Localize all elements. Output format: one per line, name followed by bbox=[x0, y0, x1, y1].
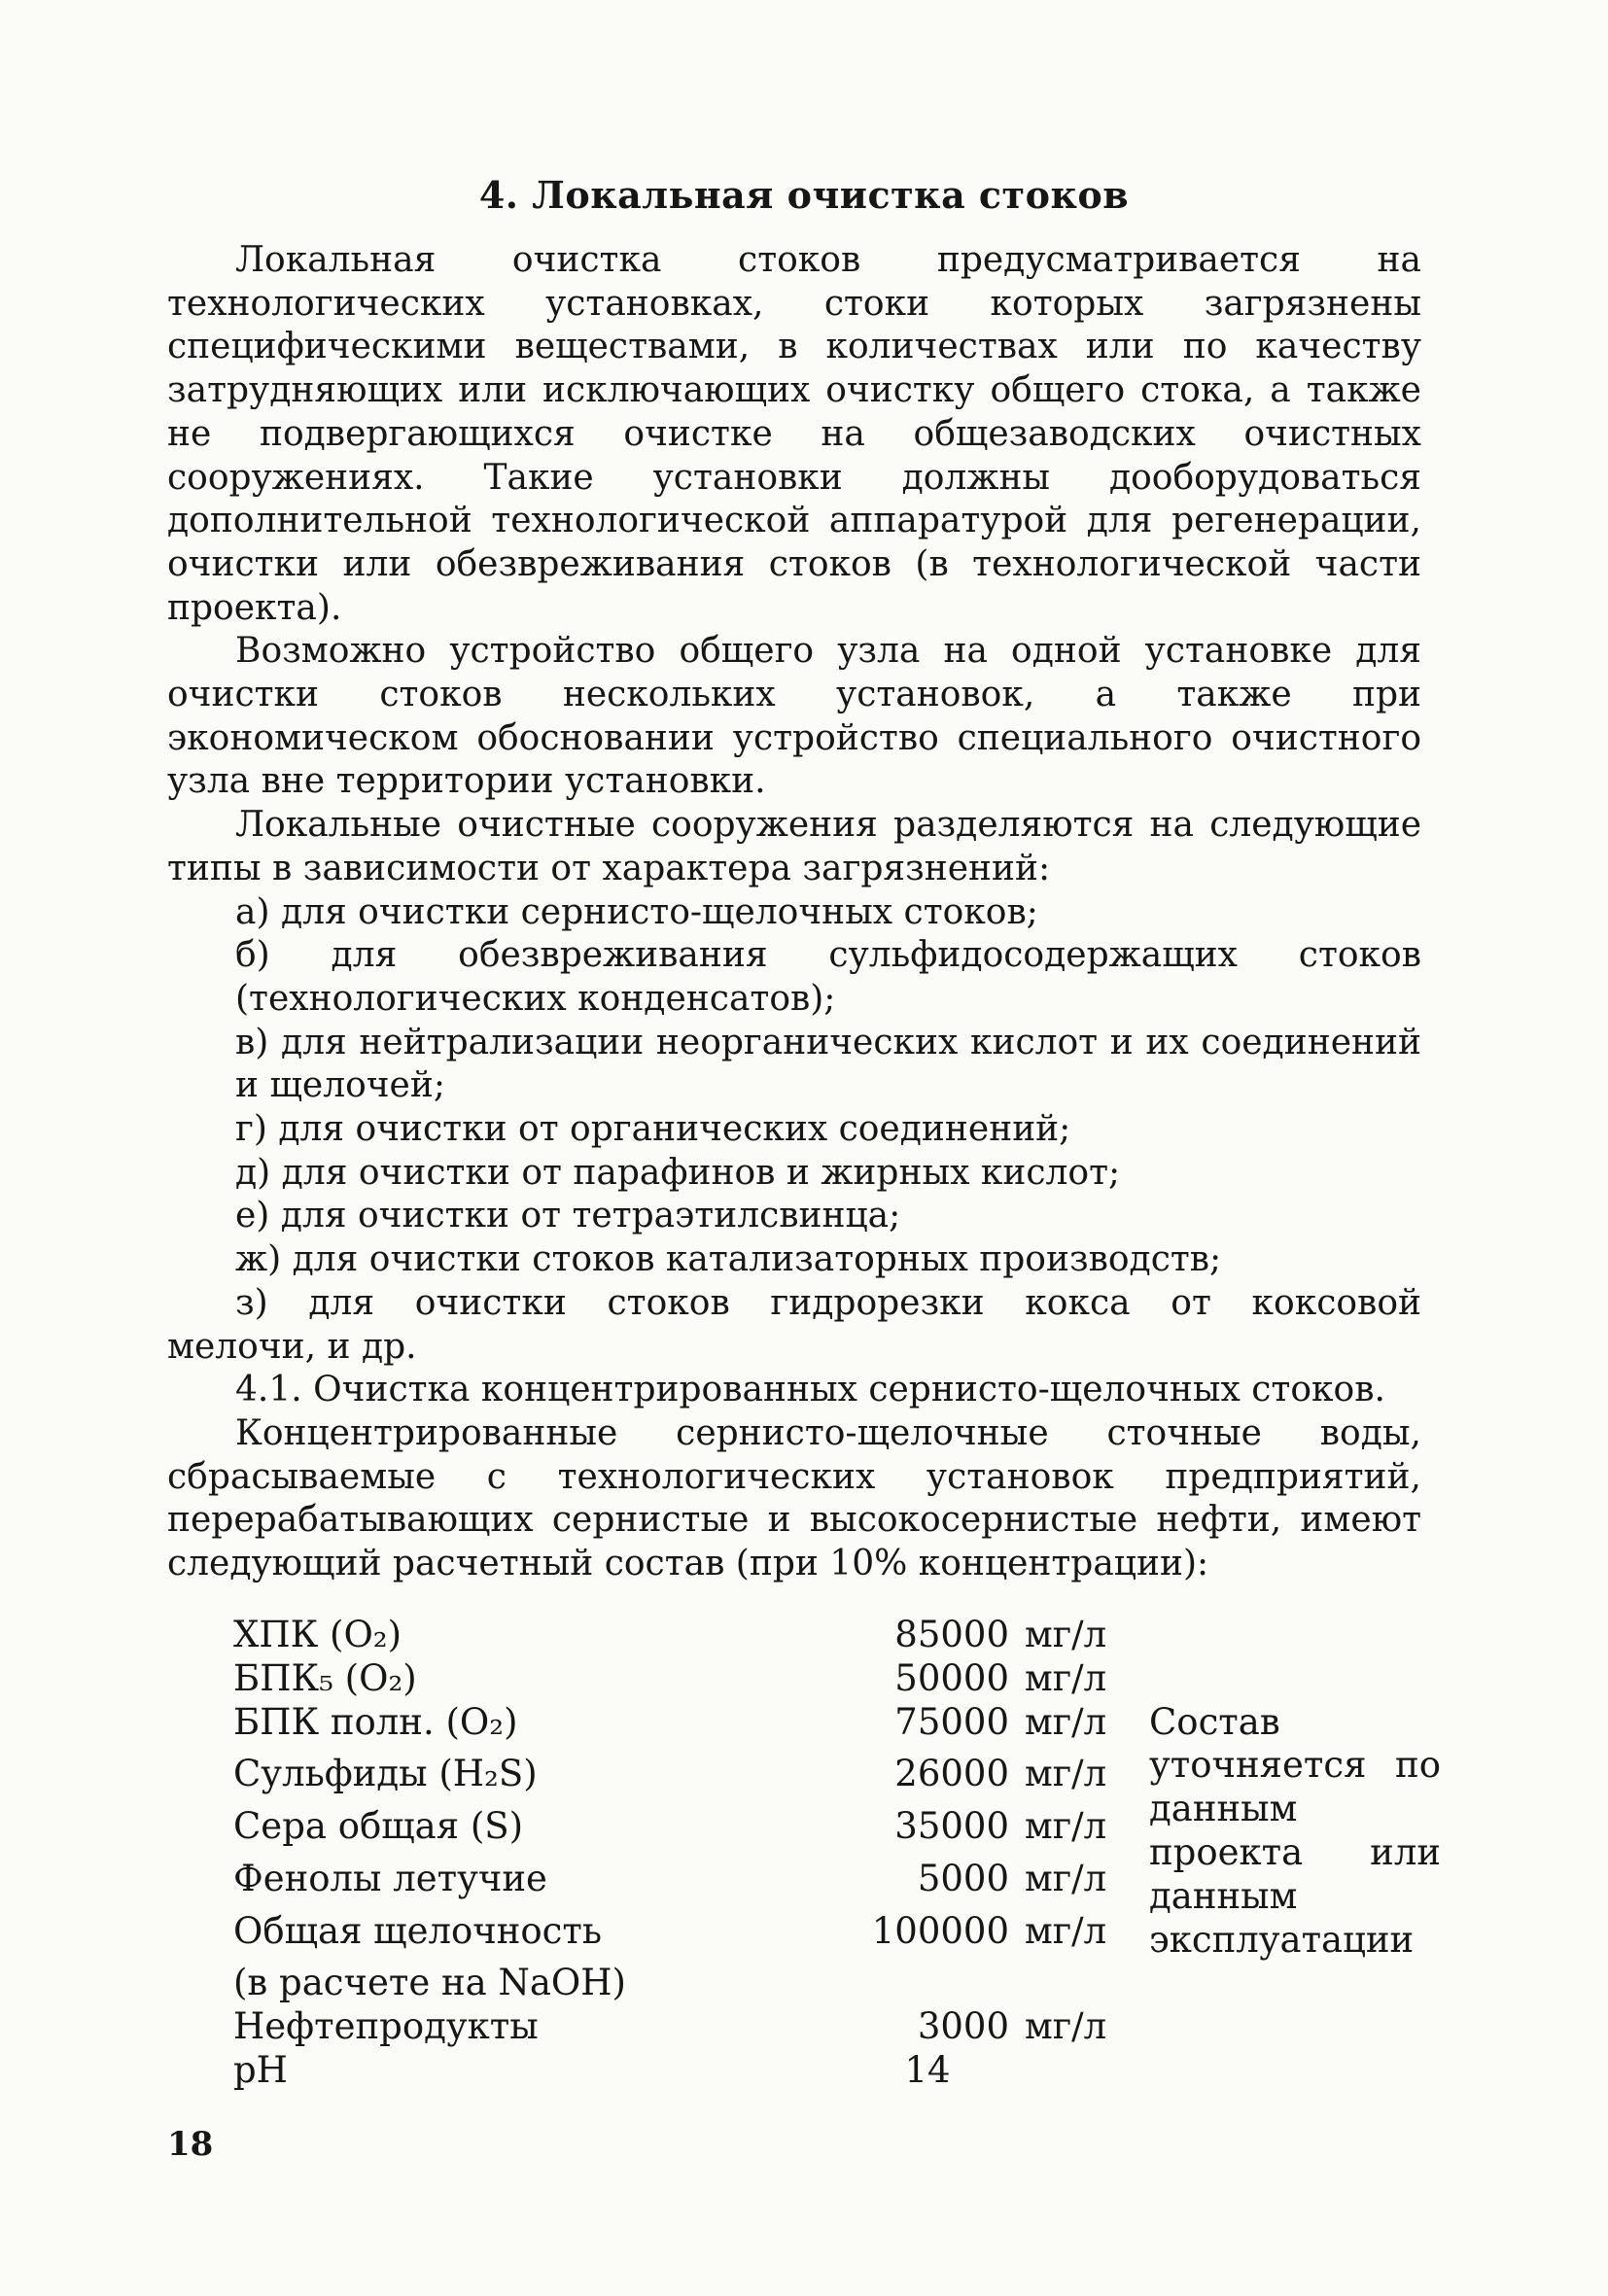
parameter-unit: мг/л bbox=[1025, 2005, 1107, 2048]
parameter-unit: мг/л bbox=[1025, 1909, 1107, 1952]
table-row bbox=[233, 2049, 1441, 2093]
parameter-unit: мг/л bbox=[1025, 1857, 1107, 1899]
parameter-name: Нефтепродукты bbox=[233, 2005, 539, 2048]
parameter-value: 5000 bbox=[917, 1857, 1009, 1899]
list-item-zh: ж) для очистки стоков катализаторных производств; bbox=[235, 1239, 1222, 1280]
composition-note: Состав уточняется по данным проекта или данным эксплуатации bbox=[1149, 1700, 1441, 1961]
parameter-name: ХПК (О₂) bbox=[233, 1614, 402, 1655]
table-row bbox=[233, 1614, 1441, 1657]
parameter-name: Сера общая (S) bbox=[233, 1805, 524, 1848]
parameter-value: 14 bbox=[904, 2048, 951, 2091]
list-item-z: з) для очистки стоков гидрорезки кокса от коксовой bbox=[235, 1282, 1421, 1323]
parameter-name: БПК₅ (О₂) bbox=[233, 1656, 417, 1699]
list-item-d: д) для очистки от парафинов и жирных кислот; bbox=[235, 1152, 1121, 1193]
list-item-z-continuation: мелочи, и др. bbox=[167, 1326, 417, 1367]
subsection-title: 4.1. Очистка концентрированных сернисто-щелочных стоков. bbox=[235, 1370, 1385, 1410]
list-item-g: г) для очистки от органических соединений; bbox=[235, 1109, 1071, 1150]
list-item-v: в) для нейтрализации неорганических кислот и их соединений и щелочей; bbox=[235, 1022, 1421, 1106]
body-text bbox=[167, 239, 1421, 1586]
paragraph-types-intro: Локальные очистные сооружения разделяются на следующие типы в зависимости от характера загрязнений: bbox=[167, 805, 1421, 888]
parameter-name: (в расчете на NaOH) bbox=[233, 1962, 626, 2004]
paragraph-composition-intro: Концентрированные сернисто-щелочные сточные воды, сбрасываемые с технологических установок предприятий, перерабатывающих сернистые и высокосернистые нефти, имеют следующий расчетный состав (при 10% концентрации): bbox=[167, 1412, 1421, 1584]
parameter-unit: мг/л bbox=[1025, 1656, 1107, 1699]
parameter-value: 100000 bbox=[871, 1909, 1009, 1952]
table-row bbox=[233, 1962, 1441, 2005]
parameter-value: 75000 bbox=[894, 1700, 1009, 1743]
parameter-value: 85000 bbox=[894, 1614, 1009, 1655]
parameter-name: БПК полн. (О₂) bbox=[233, 1700, 518, 1743]
list-item-e: е) для очистки от тетраэтилсвинца; bbox=[235, 1196, 901, 1236]
table-row bbox=[233, 1701, 1441, 1754]
list-item-b: б) для обезвреживания сульфидосодержащих стоков (технологических конденсатов); bbox=[235, 935, 1421, 1019]
parameter-unit: мг/л bbox=[1025, 1700, 1107, 1743]
parameter-name: Сульфиды (H₂S) bbox=[233, 1753, 538, 1795]
parameter-name: Фенолы летучие bbox=[233, 1857, 547, 1899]
parameter-value: 50000 bbox=[894, 1656, 1009, 1699]
parameter-unit: мг/л bbox=[1025, 1614, 1107, 1655]
parameter-value: 26000 bbox=[894, 1753, 1009, 1795]
paragraph-common-unit: Возможно устройство общего узла на одной установке для очистки стоков нескольких установок, а также при экономическом обосновании устройство специального очистного узла вне территории установки. bbox=[167, 631, 1421, 802]
parameter-value: 35000 bbox=[894, 1805, 1009, 1848]
table-row bbox=[233, 1657, 1441, 1701]
table-row bbox=[233, 2005, 1441, 2049]
parameter-value: 3000 bbox=[917, 2005, 1009, 2048]
paragraph-intro: Локальная очистка стоков предусматривается на технологических установках, стоки которых загрязнены специфическими веществами, в количествах или по качеству затрудняющих или исключающих очистку общего стока, а также не подвергающихся очистке на общезаводских очистных сооружениях. Такие установки должны дооборудоваться дополнительной технологической аппаратурой для регенерации, очистки или обезвреживания стоков (в технологической части проекта). bbox=[167, 240, 1421, 628]
parameter-unit: мг/л bbox=[1025, 1805, 1107, 1848]
parameter-unit: мг/л bbox=[1025, 1753, 1107, 1795]
parameter-name: Общая щелочность bbox=[233, 1909, 602, 1952]
page-number: 18 bbox=[167, 2125, 214, 2164]
list-item-a: а) для очистки сернисто-щелочных стоков; bbox=[235, 891, 1038, 932]
composition-table bbox=[233, 1614, 1441, 2093]
parameter-name: pH bbox=[233, 2048, 288, 2091]
section-heading: 4. Локальная очистка стоков bbox=[478, 173, 1130, 217]
